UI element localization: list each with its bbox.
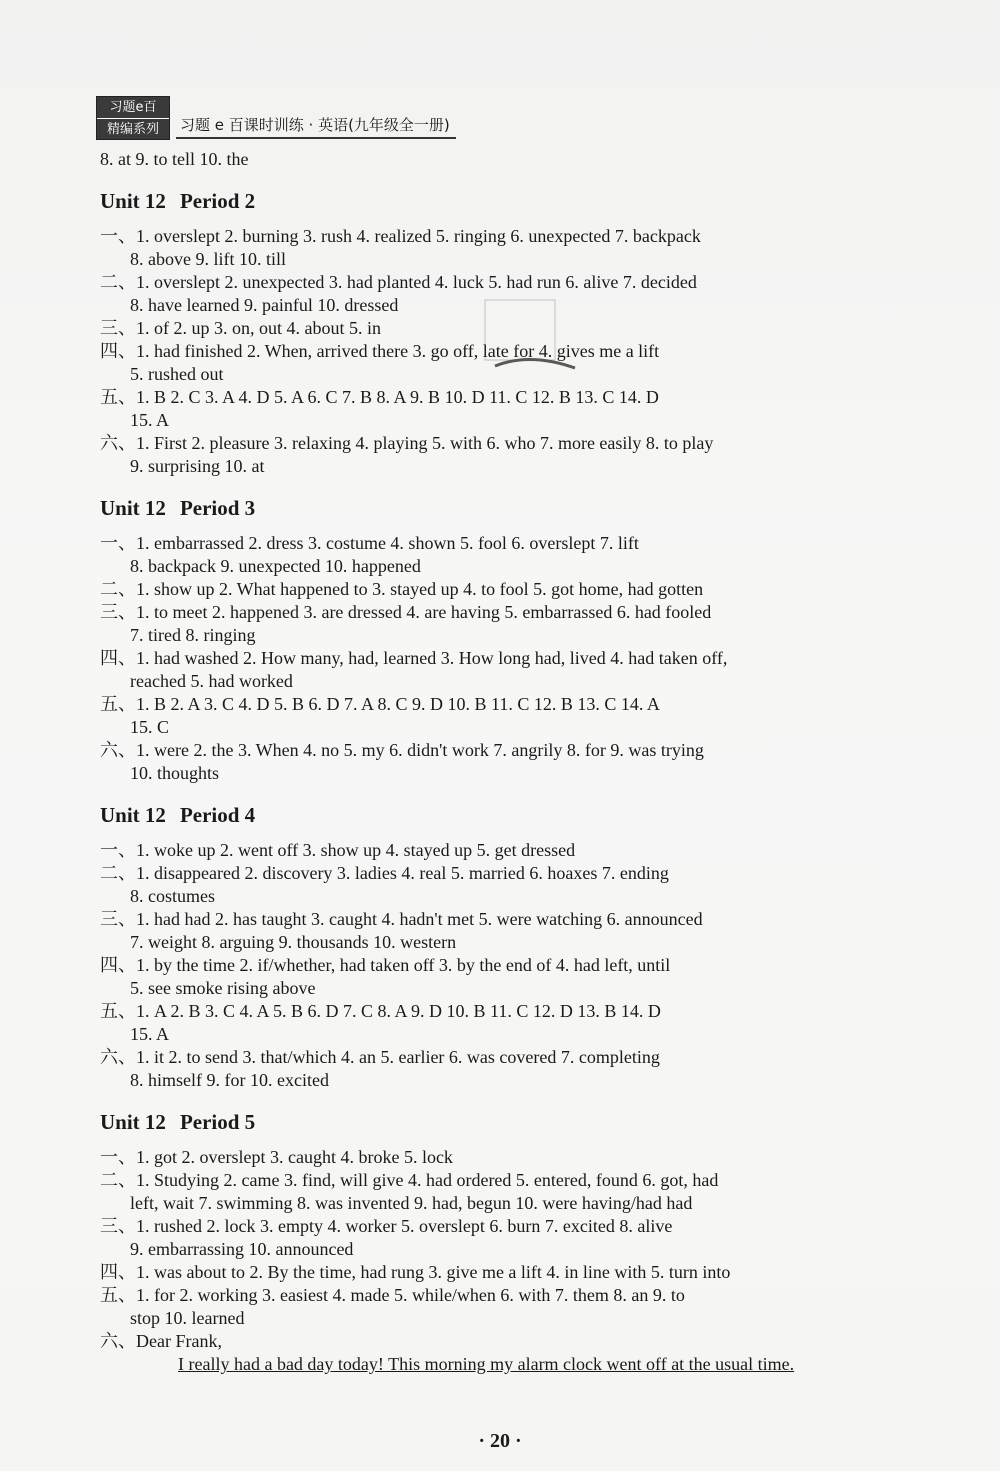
answer-line <box>100 839 940 862</box>
answer-text: 10. thoughts <box>130 763 220 783</box>
answer-line <box>100 954 940 977</box>
answer-line-continued <box>100 670 940 693</box>
answer-line <box>100 1046 940 1069</box>
answer-text: 15. A <box>130 1024 170 1044</box>
answer-text: 一、1. embarrassed 2. dress 3. costume 4. shown 5. fool 6. overslept 7. lift <box>100 533 639 553</box>
answer-text: 二、1. overslept 2. unexpected 3. had planted 4. luck 5. had run 6. alive 7. decided <box>100 272 697 292</box>
unit-heading <box>100 494 940 522</box>
answer-text: 五、1. B 2. A 3. C 4. D 5. B 6. D 7. A 8. C 9. D 10. B 11. C 12. B 13. C 14. A <box>100 694 660 714</box>
answer-line <box>100 647 940 670</box>
answer-line <box>100 532 940 555</box>
answer-line <box>100 739 940 762</box>
answer-line-continued <box>100 977 940 1000</box>
answer-text: left, wait 7. swimming 8. was invented 9. had, begun 10. were having/had had <box>130 1193 693 1213</box>
answer-text: 二、1. disappeared 2. discovery 3. ladies 4. real 5. married 6. hoaxes 7. ending <box>100 863 669 883</box>
answer-text: 四、1. by the time 2. if/whether, had taken off 3. by the end of 4. had left, until <box>100 955 671 975</box>
answer-line-continued <box>100 1069 940 1092</box>
page-header <box>96 96 456 140</box>
answer-line <box>100 1000 940 1023</box>
series-title: 习题 e 百课时训练 · 英语(九年级全一册) <box>176 114 456 139</box>
answer-text: 二、1. show up 2. What happened to 3. stayed up 4. to fool 5. got home, had gotten <box>100 579 704 599</box>
answer-line-continued <box>100 716 940 739</box>
answer-text: 五、1. for 2. working 3. easiest 4. made 5. while/when 6. with 7. them 8. an 9. to <box>100 1285 685 1305</box>
answer-line <box>100 862 940 885</box>
answer-line <box>100 432 940 455</box>
series-logo <box>96 96 170 140</box>
answer-text: 一、1. overslept 2. burning 3. rush 4. realized 5. ringing 6. unexpected 7. backpack <box>100 226 701 246</box>
answer-text: 15. A <box>130 410 170 430</box>
answer-text: 二、1. Studying 2. came 3. find, will give 4. had ordered 5. entered, found 6. got, had <box>100 1170 719 1190</box>
logo-top-text: 习题e百 <box>97 97 169 119</box>
answer-line-continued <box>100 931 940 954</box>
answer-line-continued <box>100 1238 940 1261</box>
answer-text: 一、1. got 2. overslept 3. caught 4. broke 5. lock <box>100 1147 453 1167</box>
answer-line <box>100 601 940 624</box>
period-label: Period 2 <box>179 189 256 213</box>
answer-text: 7. tired 8. ringing <box>130 625 256 645</box>
answer-text: 三、1. of 2. up 3. on, out 4. about 5. in <box>100 318 381 338</box>
unit-label: Unit 12 <box>100 189 166 213</box>
answer-text: 5. rushed out <box>130 364 224 384</box>
answer-line <box>100 386 940 409</box>
answer-text: 8. above 9. lift 10. till <box>130 249 286 269</box>
answer-text: 三、1. rushed 2. lock 3. empty 4. worker 5. overslept 6. burn 7. excited 8. alive <box>100 1216 673 1236</box>
answer-line-continued <box>100 363 940 386</box>
answer-text: 六、1. First 2. pleasure 3. relaxing 4. playing 5. with 6. who 7. more easily 8. to play <box>100 433 714 453</box>
answer-line-continued <box>100 624 940 647</box>
answer-text: 六、Dear Frank, <box>100 1331 222 1351</box>
page-number: · 20 · <box>478 1430 522 1452</box>
unit-heading <box>100 187 940 215</box>
answer-text: 8. backpack 9. unexpected 10. happened <box>130 556 421 576</box>
answer-text: reached 5. had worked <box>130 671 293 691</box>
unit-label: Unit 12 <box>100 1110 166 1134</box>
answer-line <box>100 578 940 601</box>
answer-line <box>100 1330 940 1353</box>
answer-line <box>100 148 940 171</box>
answer-text: 三、1. to meet 2. happened 3. are dressed 4. are having 5. embarrassed 6. had fooled <box>100 602 712 622</box>
answer-line-continued <box>100 294 940 317</box>
answer-line-continued <box>100 1192 940 1215</box>
answer-line <box>100 317 940 340</box>
answer-line-continued <box>100 455 940 478</box>
answer-text: 8. himself 9. for 10. excited <box>130 1070 329 1090</box>
answer-text: stop 10. learned <box>130 1308 245 1328</box>
answer-line <box>100 1215 940 1238</box>
answer-line <box>100 1261 940 1284</box>
answer-line-continued <box>100 409 940 432</box>
answer-text: 六、1. were 2. the 3. When 4. no 5. my 6. didn't work 7. angrily 8. for 9. was trying <box>100 740 704 760</box>
answer-line <box>100 271 940 294</box>
answer-line <box>100 340 940 363</box>
answer-line <box>100 1284 940 1307</box>
unit-heading <box>100 1108 940 1136</box>
period-label: Period 3 <box>179 496 256 520</box>
answer-text: 三、1. had had 2. has taught 3. caught 4. hadn't met 5. were watching 6. announced <box>100 909 703 929</box>
answer-text: 五、1. A 2. B 3. C 4. A 5. B 6. D 7. C 8. A 9. D 10. B 11. C 12. D 13. B 14. D <box>100 1001 661 1021</box>
answer-text: 9. surprising 10. at <box>130 456 265 476</box>
answer-line <box>100 693 940 716</box>
logo-bottom-text: 精编系列 <box>106 122 159 137</box>
unit-heading <box>100 801 940 829</box>
answer-text: 四、1. had washed 2. How many, had, learned 3. How long had, lived 4. had taken off, <box>100 648 728 668</box>
answer-text: 7. weight 8. arguing 9. thousands 10. western <box>130 932 457 952</box>
answer-content <box>100 148 940 1376</box>
answer-text: 8. have learned 9. painful 10. dressed <box>130 295 399 315</box>
answer-text: 四、1. was about to 2. By the time, had rung 3. give me a lift 4. in line with 5. turn into <box>100 1262 731 1282</box>
answer-line <box>100 1146 940 1169</box>
answer-line-continued <box>100 1023 940 1046</box>
answer-text: 8. costumes <box>130 886 215 906</box>
answer-line-continued <box>100 248 940 271</box>
answer-line <box>100 225 940 248</box>
period-label: Period 5 <box>179 1110 256 1134</box>
answer-line-continued <box>100 555 940 578</box>
answer-text: 8. at 9. to tell 10. the <box>100 149 249 169</box>
answer-text: 一、1. woke up 2. went off 3. show up 4. stayed up 5. get dressed <box>100 840 576 860</box>
period-label: Period 4 <box>179 803 256 827</box>
answer-text: 15. C <box>130 717 170 737</box>
answer-line-continued <box>100 885 940 908</box>
answer-line <box>100 908 940 931</box>
answer-line-continued <box>100 1307 940 1330</box>
answer-text: 5. see smoke rising above <box>130 978 316 998</box>
answer-line <box>100 1169 940 1192</box>
unit-label: Unit 12 <box>100 803 166 827</box>
answer-text: 六、1. it 2. to send 3. that/which 4. an 5. earlier 6. was covered 7. completing <box>100 1047 660 1067</box>
answer-text: 四、1. had finished 2. When, arrived there 3. go off, late for 4. gives me a lift <box>100 341 660 361</box>
letter-body-line <box>100 1353 940 1376</box>
answer-text: 五、1. B 2. C 3. A 4. D 5. A 6. C 7. B 8. A 9. B 10. D 11. C 12. B 13. C 14. D <box>100 387 659 407</box>
answer-text: I really had a bad day today! This morning my alarm clock went off at the usual time. <box>178 1354 795 1374</box>
answer-text: 9. embarrassing 10. announced <box>130 1239 354 1259</box>
unit-label: Unit 12 <box>100 496 166 520</box>
answer-line-continued <box>100 762 940 785</box>
